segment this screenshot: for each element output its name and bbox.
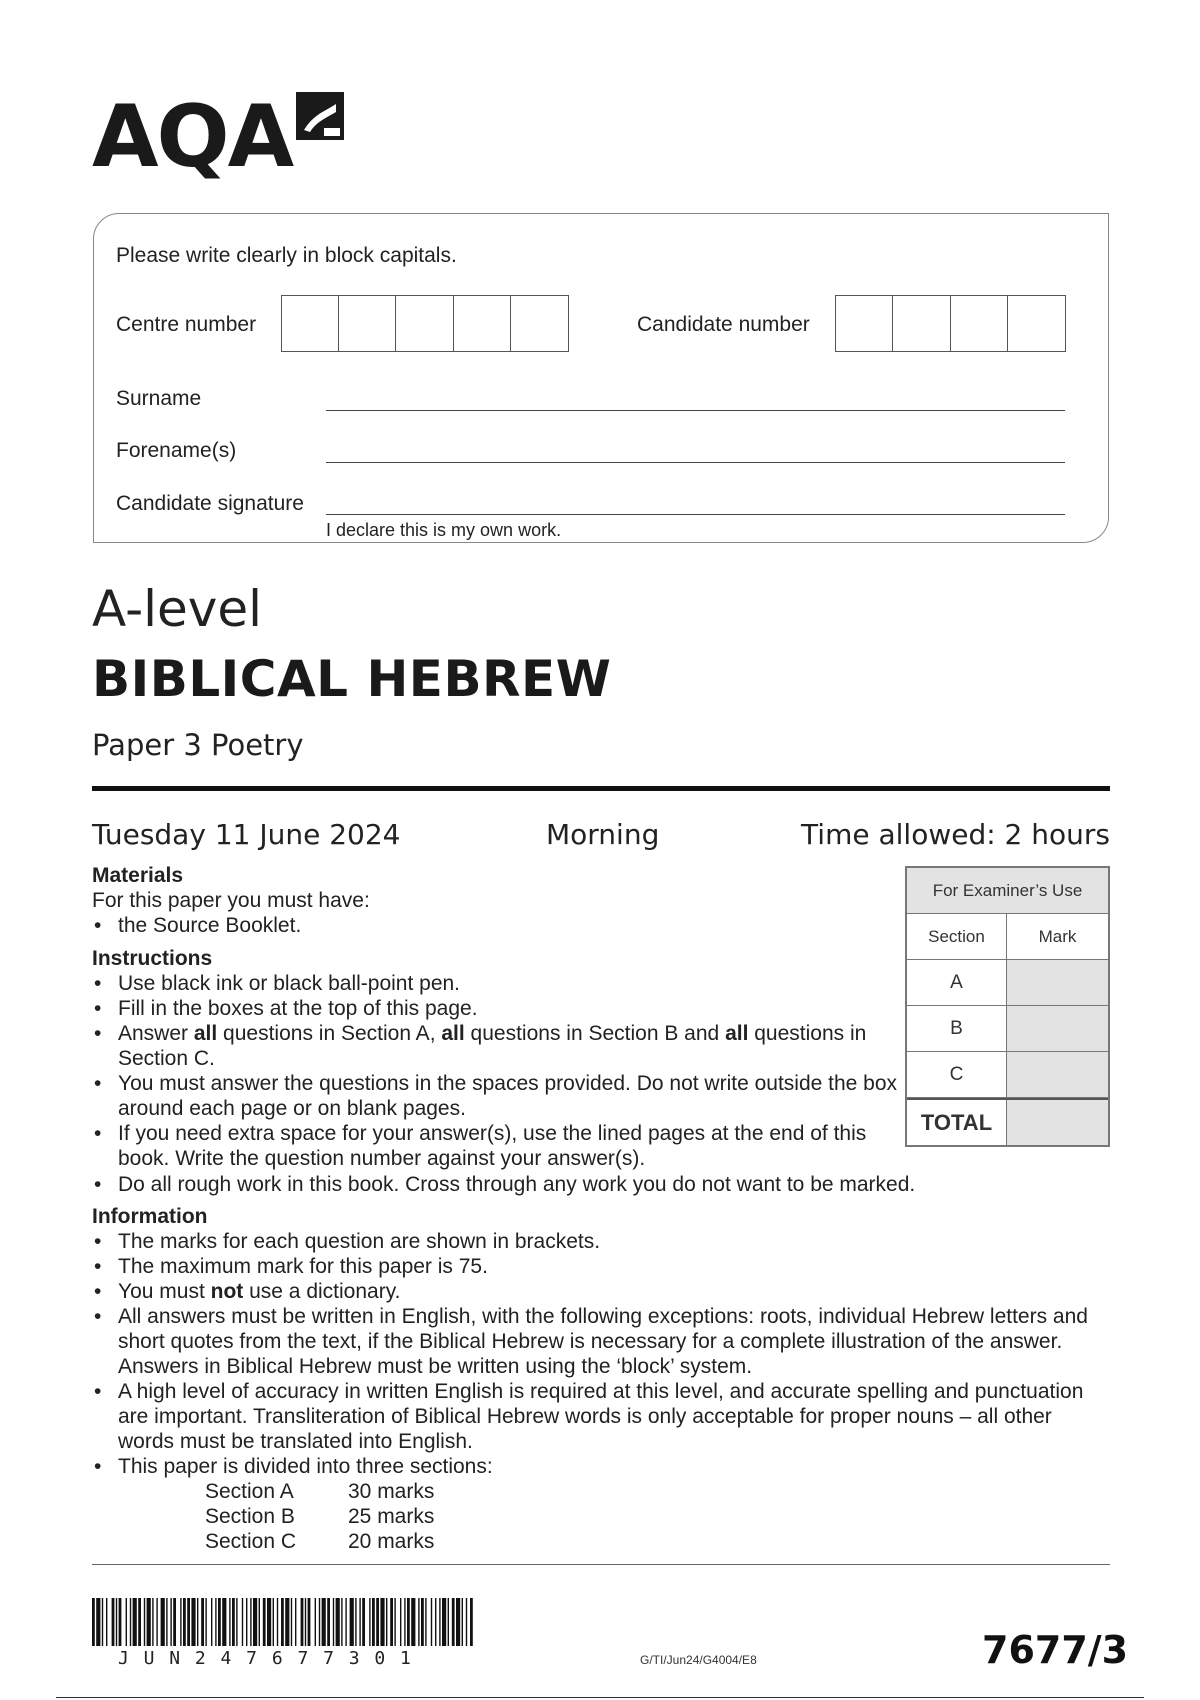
section-column-header: Section [907, 914, 1007, 959]
information-heading: Information [92, 1205, 208, 1228]
time-allowed: Time allowed: 2 hours [801, 818, 1110, 851]
examiner-row-total [907, 1098, 1108, 1145]
information-item: • All answers must be written in English, with the following exceptions: roots, individual Hebrew letters and short quotes from the text, if the Biblical Hebrew is necessary for a complete illustration of the answer. Answers in Biblical Hebrew must be written using the ‘block’ system. [92, 1304, 1112, 1379]
centre-digit-box[interactable] [339, 296, 396, 351]
total-mark-cell [1007, 1100, 1108, 1145]
section-cell: C [907, 1052, 1007, 1097]
aqa-flag-icon [294, 90, 346, 142]
declaration-text: I declare this is my own work. [326, 520, 562, 540]
information-item: • A high level of accuracy in written English is required at this level, and accurate spelling and punctuation are important. Transliteration of Biblical Hebrew words is only acceptable for proper nouns – all other words must be translated into English. [92, 1379, 1112, 1454]
section-cell: B [907, 1006, 1007, 1051]
signature-label: Candidate signature [116, 492, 304, 515]
paper-code: 7677/3 [982, 1628, 1129, 1672]
section-marks-row: Section C 20 marks [205, 1530, 435, 1553]
information-item: • This paper is divided into three sections: [92, 1454, 1112, 1479]
mark-cell [1007, 1006, 1108, 1051]
total-label: TOTAL [907, 1100, 1007, 1145]
section-marks-row: Section A 30 marks [205, 1480, 435, 1503]
instruction-item: • Do all rough work in this book. Cross through any work you do not want to be marked. [92, 1172, 1112, 1197]
information-section [92, 1205, 1112, 1554]
instructions-last [92, 1172, 1112, 1197]
exam-session: Morning [546, 818, 660, 851]
barcode-digits: JUN247677301 [118, 1648, 426, 1669]
information-list [92, 1229, 1112, 1479]
title-divider [92, 786, 1110, 791]
information-item: • You must not use a dictionary. [92, 1279, 1112, 1304]
paper-reference: G/TI/Jun24/G4004/E8 [640, 1653, 757, 1667]
instructions-heading: Instructions [92, 947, 213, 970]
candidate-digit-box[interactable] [951, 296, 1008, 351]
qualification-level: A-level [92, 580, 263, 638]
instruction-item: • Use black ink or black ball-point pen. [92, 971, 898, 996]
information-item: • The marks for each question are shown in brackets. [92, 1229, 1112, 1254]
materials-heading: Materials [92, 864, 184, 887]
section-marks-row: Section B 25 marks [205, 1505, 435, 1528]
centre-digit-box[interactable] [282, 296, 339, 351]
paper-title: Paper 3 Poetry [92, 728, 304, 762]
information-item: • The maximum mark for this paper is 75. [92, 1254, 1112, 1279]
exam-date: Tuesday 11 June 2024 [92, 818, 401, 851]
signature-line[interactable] [326, 514, 1065, 515]
centre-number-boxes[interactable] [281, 295, 569, 352]
centre-digit-box[interactable] [396, 296, 453, 351]
forenames-line[interactable] [326, 462, 1065, 463]
instruction-item: • Fill in the boxes at the top of this page. [92, 996, 898, 1021]
instructions-section [92, 947, 898, 1171]
materials-item: • the Source Booklet. [92, 913, 892, 938]
logo-text: AQA [92, 87, 293, 187]
candidate-digit-box[interactable] [1008, 296, 1065, 351]
materials-section [92, 864, 892, 938]
instructions-list [92, 971, 898, 1171]
examiner-table-header: For Examiner’s Use [907, 868, 1108, 914]
candidate-number-boxes[interactable] [835, 295, 1066, 352]
barcode-icon [92, 1598, 474, 1646]
instruction-item: • If you need extra space for your answer(s), use the lined pages at the end of this book. Write the question number against your answer(s). [92, 1121, 898, 1171]
materials-intro: For this paper you must have: [92, 889, 370, 912]
page-bottom-rule [56, 1697, 1144, 1698]
mark-cell [1007, 1052, 1108, 1097]
surname-line[interactable] [326, 410, 1065, 411]
examiner-use-table [905, 866, 1110, 1147]
surname-label: Surname [116, 387, 202, 410]
aqa-logo [92, 88, 352, 188]
examiner-row-c [907, 1052, 1108, 1098]
instruction-item: • You must answer the questions in the spaces provided. Do not write outside the box around each page or on blank pages. [92, 1071, 898, 1121]
section-marks-list [205, 1479, 1112, 1554]
candidate-digit-box[interactable] [893, 296, 950, 351]
mark-cell [1007, 960, 1108, 1005]
section-cell: A [907, 960, 1007, 1005]
examiner-row-b [907, 1006, 1108, 1052]
centre-digit-box[interactable] [511, 296, 568, 351]
forenames-label: Forename(s) [116, 439, 237, 462]
examiner-table-column-headers [907, 914, 1108, 960]
subject-title: BIBLICAL HEBREW [92, 650, 612, 708]
candidate-details-box [93, 213, 1109, 543]
block-capitals-instruction: Please write clearly in block capitals. [116, 244, 457, 267]
footer-divider [92, 1564, 1110, 1565]
candidate-number-label: Candidate number [637, 313, 810, 336]
examiner-row-a [907, 960, 1108, 1006]
materials-list [92, 913, 892, 938]
centre-digit-box[interactable] [454, 296, 511, 351]
candidate-digit-box[interactable] [836, 296, 893, 351]
centre-number-label: Centre number [116, 313, 257, 336]
instruction-item: • Answer all questions in Section A, all questions in Section B and all questions in Section C. [92, 1021, 898, 1071]
mark-column-header: Mark [1007, 914, 1108, 959]
